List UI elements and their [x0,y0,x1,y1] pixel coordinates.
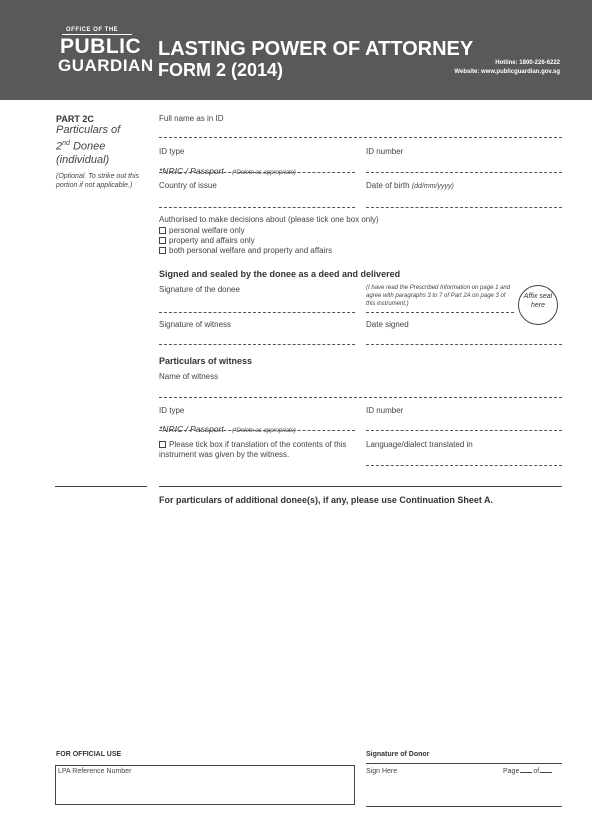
sig-donor-label: Signature of Donor [366,751,430,758]
id-number-label: ID number [366,147,404,156]
country-label: Country of issue [159,181,217,190]
id-type-value: *NRIC / Passport (*Delete as appropriate) [159,166,296,176]
logo-public: PUBLIC [60,35,142,58]
w-id-type-value: *NRIC / Passport (*Delete as appropriate) [159,424,296,434]
form-title: LASTING POWER OF ATTORNEY [158,38,474,60]
date-signed-field[interactable] [366,344,562,345]
sig-donee-field[interactable] [159,312,355,313]
part-title [56,124,146,167]
seal-circle: Affix seal here [518,285,558,325]
w-id-type-field[interactable] [159,430,355,431]
signed-heading: Signed and sealed by the donee as a deed and delivered [159,269,401,279]
translation-option[interactable]: Please tick box if translation of the contents of this instrument was given by the witness. [159,440,347,459]
logo-office-of-the: OFFICE OF THE [66,27,119,33]
part-title-b: 2nd Donee [56,140,106,153]
country-field[interactable] [159,207,355,208]
option-personal-welfare[interactable]: personal welfare only [159,226,245,235]
sig-witness-field[interactable] [159,344,355,345]
optional-note: (Optional. To strike out this portion if not applicable.) [56,173,140,189]
id-type-field[interactable] [159,172,355,173]
checkbox[interactable] [159,247,166,254]
continuation-note: For particulars of additional donee(s), if any, please use Continuation Sheet A. [159,495,494,505]
page-of-label: Page of [503,768,552,775]
language-label: Language/dialect translated in [366,440,473,449]
checkbox[interactable] [159,441,166,448]
full-name-label: Full name as in ID [159,114,224,123]
sig-donor-bottom-line[interactable] [366,806,562,807]
dob-field[interactable] [366,207,562,208]
w-id-number-field[interactable] [366,430,562,431]
sign-here-label: Sign Here [366,768,398,775]
declaration-text: (I have read the Prescribed Information on page 1 and agree with paragraphs 3 to 7 of Part 2A on page 3 of this instrument.) [366,285,511,307]
w-id-type-label: ID type [159,406,185,415]
language-field[interactable] [366,465,562,466]
left-separator [55,486,147,487]
hotline: Hotline: 1800-226-6222 [495,60,560,66]
option-both[interactable]: both personal welfare and property and affairs [159,246,332,255]
witness-name-field[interactable] [159,397,562,398]
option-property-affairs[interactable]: property and affairs only [159,236,255,245]
id-number-field[interactable] [366,172,562,173]
sig-witness-label: Signature of witness [159,320,232,329]
part-code: PART 2C [56,114,94,124]
website: Website: www.publicguardian.gov.sg [454,69,560,75]
lpa-ref-label: LPA Reference Number [58,768,132,775]
date-signed-label: Date signed [366,320,409,329]
sig-donee-label: Signature of the donee [159,285,240,294]
id-type-label: ID type [159,147,185,156]
w-id-number-label: ID number [366,406,404,415]
form-subtitle: FORM 2 (2014) [158,60,284,80]
checkbox[interactable] [159,237,166,244]
part-title-a: Particulars of [56,124,121,136]
declaration-line [366,312,514,313]
witness-heading: Particulars of witness [159,356,253,366]
authorised-label: Authorised to make decisions about (please tick one box only) [159,215,379,224]
logo-guardian: GUARDIAN [58,56,154,75]
sig-donor-top-line [366,763,562,764]
official-use-label: FOR OFFICIAL USE [56,751,122,758]
witness-name-label: Name of witness [159,372,219,381]
checkbox[interactable] [159,227,166,234]
part-title-c: (individual) [56,153,110,166]
main-separator [159,486,562,487]
full-name-field[interactable] [159,137,562,138]
dob-label: Date of birth (dd/mm/yyyy) [366,181,454,190]
